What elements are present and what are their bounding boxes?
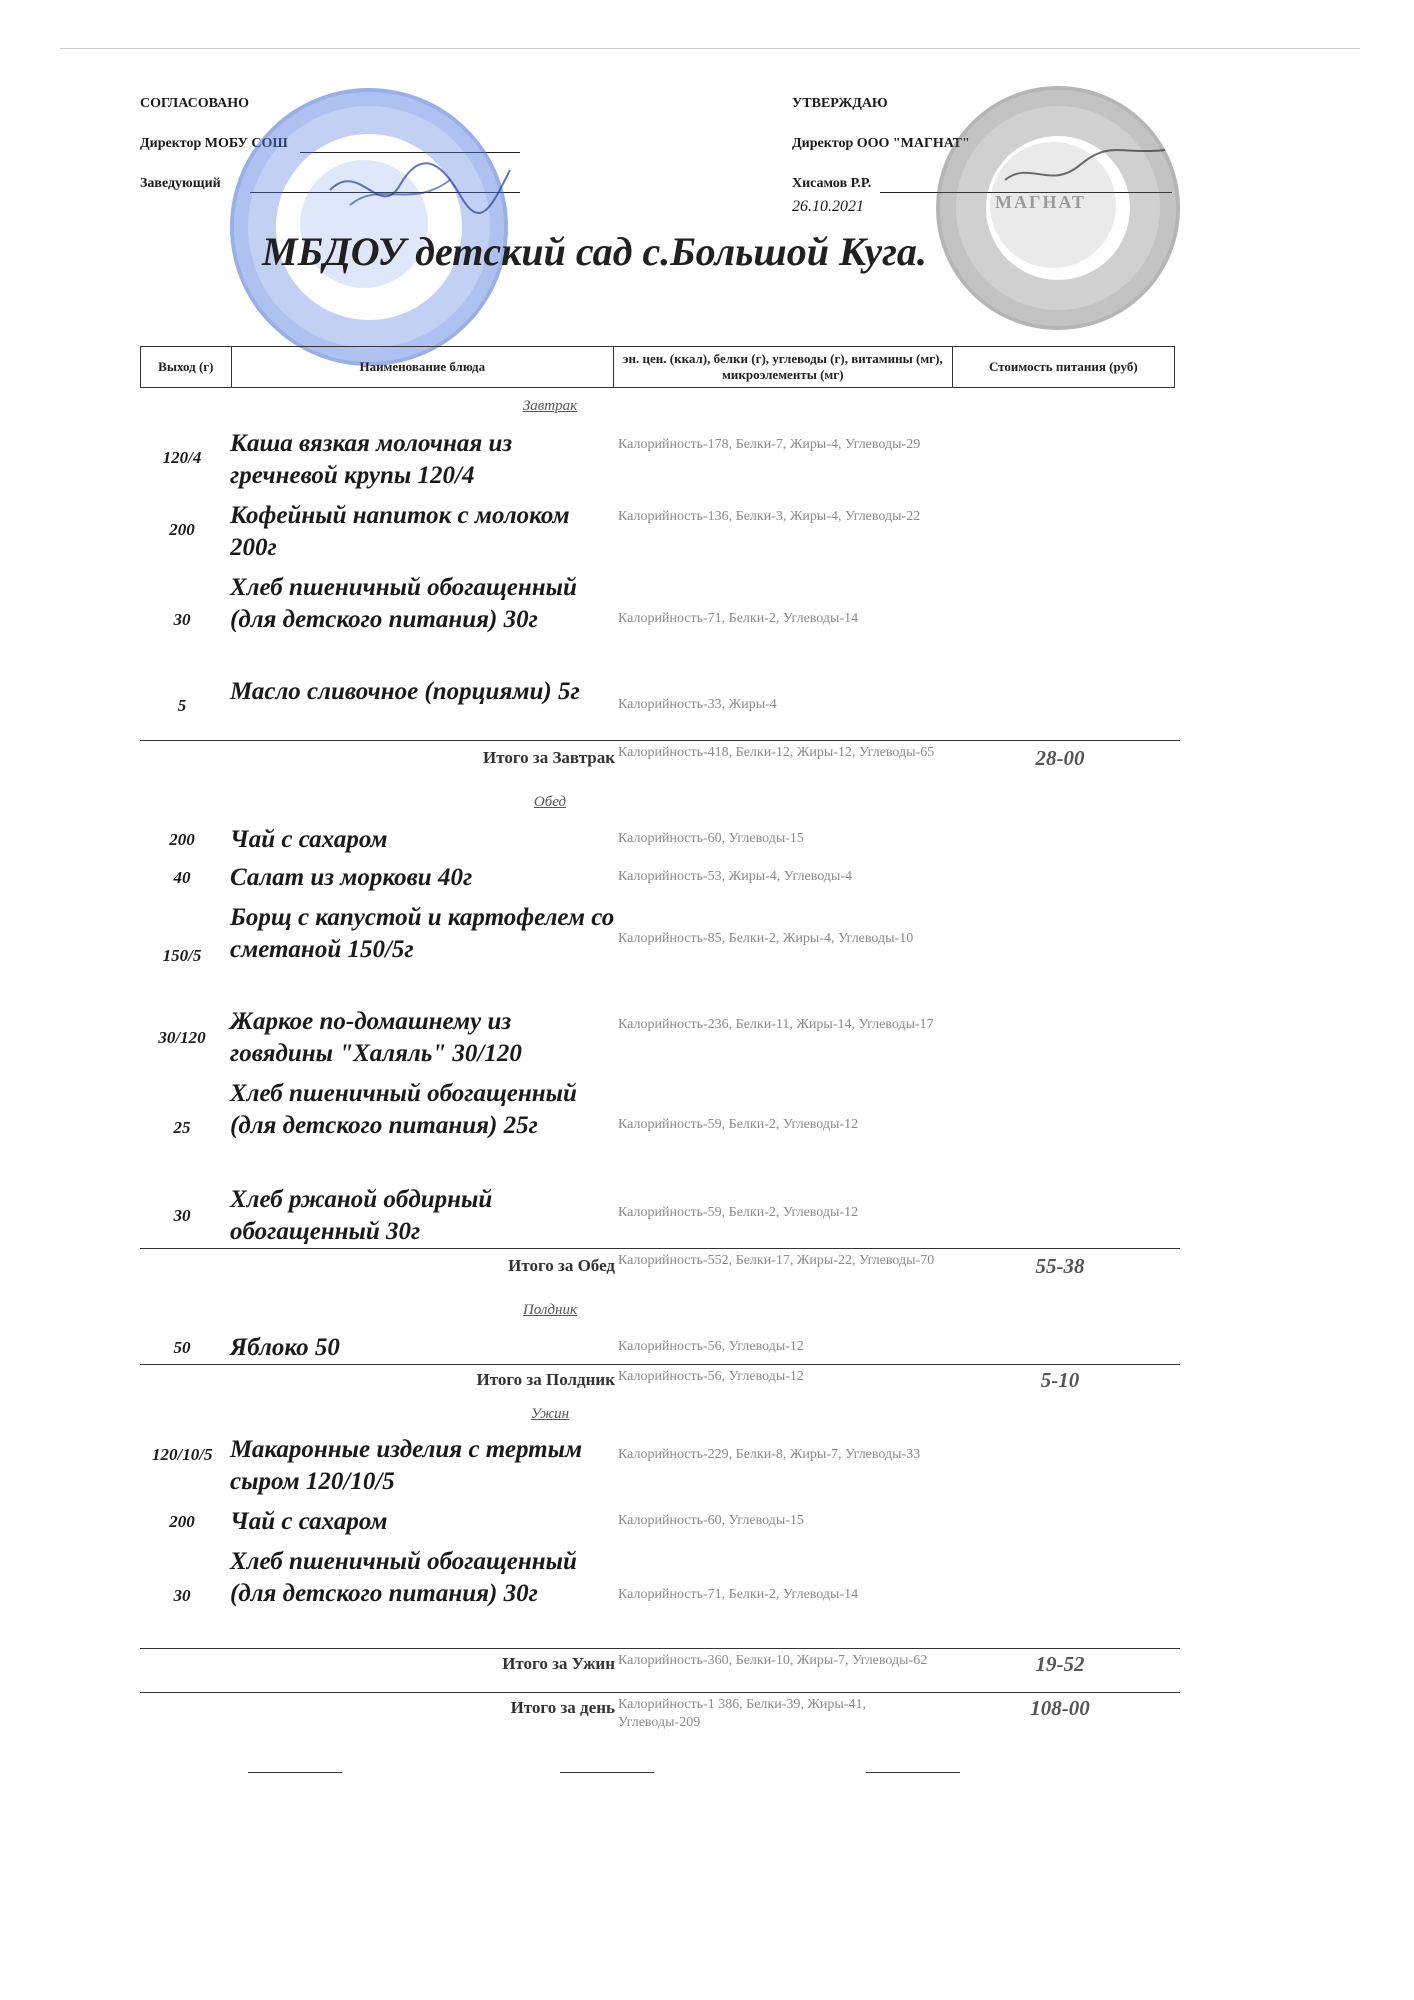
right-signature (1000, 140, 1170, 200)
total-cost: 5-10 (1040, 1368, 1080, 1392)
item-output: 120/4 (162, 448, 202, 467)
item-name: Борщ с капустой и картофелем со сметаной 150/5г (230, 904, 615, 963)
item-output: 30 (173, 610, 191, 629)
item-nutrition: Калорийность-59, Белки-2, Углеводы-12 (618, 1117, 859, 1132)
item-output: 120/10/5 (152, 1445, 213, 1464)
total-nutrition: Калорийность-552, Белки-17, Жиры-22, Углеводы-70 (618, 1253, 935, 1268)
menu-table-header (140, 346, 1175, 388)
item-nutrition: Калорийность-53, Жиры-4, Углеводы-4 (618, 869, 853, 884)
item-nutrition: Калорийность-229, Белки-8, Жиры-7, Углеводы-33 (618, 1447, 921, 1462)
item-nutrition: Калорийность-59, Белки-2, Углеводы-12 (618, 1205, 859, 1220)
item-output: 50 (173, 1338, 191, 1357)
day-total-cost: 108-00 (1030, 1696, 1090, 1720)
item-nutrition: Калорийность-33, Жиры-4 (618, 697, 777, 712)
footer-signature-line (866, 1772, 960, 1773)
divider (140, 1648, 1180, 1649)
meal-title: Ужин (530, 1406, 570, 1422)
day-total-nutrition: Калорийность-1 386, Белки-39, Жиры-41, Углеводы-209 (618, 1697, 866, 1730)
scan-edge-line (60, 48, 1360, 49)
item-name: Хлеб пшеничный обогащенный (для детского питания) 30г (230, 574, 577, 633)
divider (140, 1364, 1180, 1365)
item-output: 200 (169, 830, 195, 849)
total-cost: 28-00 (1035, 746, 1085, 770)
item-name: Хлеб пшеничный обогащенный (для детского питания) 30г (230, 1548, 577, 1607)
meal-title: Полдник (522, 1302, 578, 1318)
total-label: Итого за Завтрак (482, 748, 615, 767)
item-name: Каша вязкая молочная из гречневой крупы 120/4 (230, 430, 513, 489)
item-nutrition: Калорийность-60, Углеводы-15 (618, 831, 804, 846)
item-nutrition: Калорийность-71, Белки-2, Углеводы-14 (618, 1587, 859, 1602)
divider (140, 1248, 1180, 1249)
left-signature (320, 150, 520, 230)
item-output: 40 (173, 868, 191, 887)
item-nutrition: Калорийность-136, Белки-3, Жиры-4, Углеводы-22 (618, 509, 921, 524)
item-output: 5 (177, 696, 187, 715)
item-nutrition: Калорийность-178, Белки-7, Жиры-4, Углеводы-29 (618, 437, 921, 452)
item-name: Хлеб пшеничный обогащенный (для детского питания) 25г (230, 1080, 577, 1139)
item-output: 200 (169, 520, 195, 539)
item-name: Хлеб ржаной обдирный обогащенный 30г (230, 1186, 493, 1245)
item-name: Жаркое по-домашнему из говядины "Халяль" 30/120 (230, 1008, 522, 1067)
head-label: Заведующий (140, 176, 221, 191)
right-director-label: Директор ООО "МАГНАТ" (792, 136, 970, 151)
meal-title: Завтрак (522, 398, 578, 414)
left-director-label: Директор МОБУ СОШ (140, 136, 288, 151)
item-name: Яблоко 50 (230, 1334, 340, 1361)
item-nutrition: Калорийность-56, Углеводы-12 (618, 1339, 804, 1354)
item-nutrition: Калорийность-236, Белки-11, Жиры-14, Углеводы-17 (618, 1017, 934, 1032)
meal-title: Обед (533, 794, 567, 810)
page-title: МБДОУ детский сад с.Большой Куга. (262, 229, 927, 274)
approver-name: Хисамов Р.Р. (792, 176, 872, 191)
total-cost: 55-38 (1035, 1254, 1085, 1278)
item-nutrition: Калорийность-60, Углеводы-15 (618, 1513, 804, 1528)
item-output: 150/5 (162, 946, 202, 965)
column-header-cost: Стоимость питания (руб) (952, 347, 1174, 388)
divider (140, 740, 1180, 741)
agreed-label: СОГЛАСОВАНО (140, 96, 249, 111)
approve-label: УТВЕРЖДАЮ (792, 96, 888, 111)
footer-signature-line (248, 1772, 342, 1773)
item-name: Чай с сахаром (230, 1508, 388, 1535)
total-nutrition: Калорийность-56, Углеводы-12 (618, 1369, 804, 1384)
item-name: Чай с сахаром (230, 826, 388, 853)
item-name: Масло сливочное (порциями) 5г (230, 678, 580, 705)
company-stamp-text: МАГНАТ (995, 192, 1086, 212)
total-nutrition: Калорийность-418, Белки-12, Жиры-12, Углеводы-65 (618, 745, 935, 760)
item-output: 30/120 (158, 1028, 206, 1047)
day-total-label: Итого за день (510, 1698, 615, 1717)
item-nutrition: Калорийность-71, Белки-2, Углеводы-14 (618, 611, 859, 626)
divider (140, 1692, 1180, 1693)
total-nutrition: Калорийность-360, Белки-10, Жиры-7, Углеводы-62 (618, 1653, 928, 1668)
item-nutrition: Калорийность-85, Белки-2, Жиры-4, Углеводы-10 (618, 931, 914, 946)
approval-date: 26.10.2021 (792, 198, 864, 215)
footer-signature-line (560, 1772, 654, 1773)
total-label: Итого за Обед (508, 1256, 615, 1275)
total-cost: 19-52 (1035, 1652, 1085, 1676)
item-output: 200 (169, 1512, 195, 1531)
item-output: 30 (173, 1206, 191, 1225)
column-header-nutrition: эн. цен. (ккал), белки (г), углеводы (г), витамины (мг), микроэлементы (мг) (613, 347, 952, 388)
total-label: Итого за Ужин (502, 1654, 615, 1673)
total-label: Итого за Полдник (476, 1370, 615, 1389)
item-name: Кофейный напиток с молоком 200г (230, 502, 570, 561)
column-header-output: Выход (г) (141, 347, 232, 388)
item-output: 30 (173, 1586, 191, 1605)
item-name: Макаронные изделия с тертым сыром 120/10/5 (230, 1436, 583, 1495)
column-header-name: Наименование блюда (231, 347, 613, 388)
item-output: 25 (173, 1118, 191, 1137)
item-name: Салат из моркови 40г (230, 864, 473, 891)
